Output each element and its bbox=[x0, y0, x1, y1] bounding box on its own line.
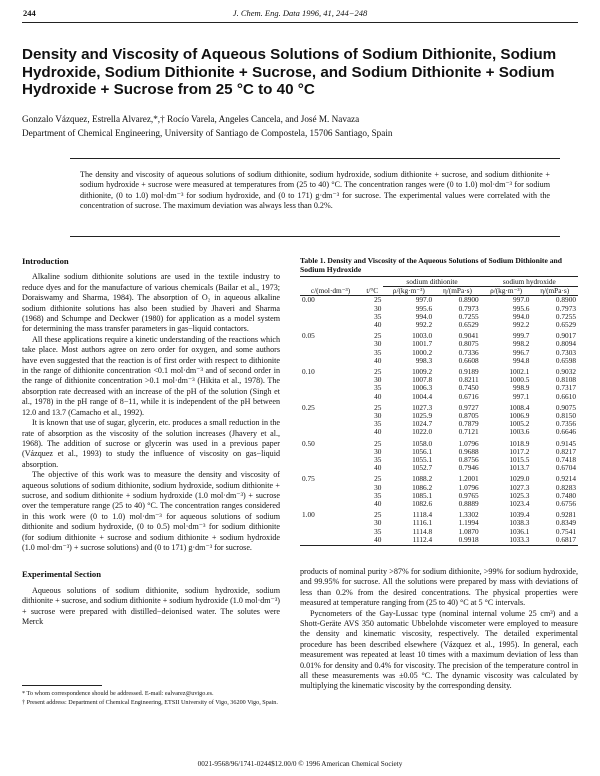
table-cell: 998.2 bbox=[513, 339, 530, 349]
table-cell: 0.9032 bbox=[555, 367, 576, 377]
page-number: 244 bbox=[23, 8, 36, 18]
column-header: c/(mol·dm⁻³) bbox=[310, 285, 351, 295]
table-cell: 25 bbox=[374, 474, 382, 484]
table-cell: 25 bbox=[374, 367, 382, 377]
table-row bbox=[300, 528, 578, 536]
table-cell: 1007.8 bbox=[412, 375, 433, 385]
table-cell: 997.1 bbox=[513, 391, 530, 401]
intro-paragraph: It is known that use of sugar, glycerin, etc. produces a small reduction in the rate of absorption as the viscosity of the solution increases (Jhavery et al., 1968). The addition of sucrose or glycerin was used in a previous paper (Vázquez et al., 1993) to study the influence of viscosity on gas−liquid absorption. bbox=[22, 418, 280, 469]
table-cell: 0.7973 bbox=[555, 303, 576, 313]
table-cell: 30 bbox=[374, 446, 382, 456]
table-cell: 0.75 bbox=[302, 474, 315, 484]
table-bottom-rule bbox=[300, 545, 578, 546]
table-row bbox=[300, 484, 578, 492]
column-header: η/(mPa·s) bbox=[442, 286, 472, 296]
table-cell: 0.7946 bbox=[458, 463, 479, 473]
table-cell: 40 bbox=[374, 355, 382, 365]
table-cell: 35 bbox=[374, 455, 382, 465]
table-cell bbox=[300, 412, 361, 420]
table-cell: 0.7541 bbox=[555, 526, 576, 536]
table-cell: 1008.4 bbox=[509, 402, 530, 412]
table-cell: 1022.0 bbox=[412, 427, 433, 437]
table-cell: 1000.5 bbox=[509, 375, 530, 385]
table-row bbox=[300, 357, 578, 365]
table-cell bbox=[300, 305, 361, 313]
table-row bbox=[300, 500, 578, 508]
table-cell: 0.7255 bbox=[555, 311, 576, 321]
intro-paragraph: All these applications require a kinetic understanding of the reactions which take place. Most authors agree on zero order for oxygen, and some authors have even suggested that the reaction is of first order with respect to dithionite in the range of dithionite concentration <0.1 mol·dm⁻³ and of second order in the range of dithionite concentration >0.1 mol·dm⁻³ (Hikita et al., 1978). The absorption rate decreased with an increase of the pH of the solution (Singh et al., 1978) in the pH range of 8−11, while it is independent of the pH between 12.0 and 13.7 (Camacho et al., 1992). bbox=[22, 334, 280, 417]
table-cell: 1015.5 bbox=[509, 455, 530, 465]
table-cell: 0.25 bbox=[302, 402, 315, 412]
table-cell: 1006.3 bbox=[412, 383, 433, 393]
table-cell: 35 bbox=[374, 311, 382, 321]
table-cell: 997.0 bbox=[513, 295, 530, 305]
table-cell: 0.7973 bbox=[458, 303, 479, 313]
table-cell: 1082.6 bbox=[412, 499, 433, 509]
header-rule bbox=[22, 22, 578, 23]
table-cell: 1027.3 bbox=[412, 402, 433, 412]
table-row bbox=[300, 321, 578, 329]
table-cell: 25 bbox=[374, 295, 382, 305]
table-cell: 0.8094 bbox=[555, 339, 576, 349]
abstract: The density and viscosity of aqueous solutions of sodium dithionite, sodium hydroxide, sodium dithionite + sucrose, and sodium dithionite + sodium hydroxide + sucrose were measured at temperatures from (25 to 40) °C. The concentration ranges were (0 to 1.0) mol·dm⁻³ for sodium dithionite, (0 to 1.0) mol·dm⁻³ for sodium hydroxide, and (0 to 171) g·dm⁻³ for sucrose. The experimental values were correlated with the concentration of sucrose. The maximum deviation was always less than 0.2%. bbox=[80, 170, 550, 211]
table-cell bbox=[300, 484, 361, 492]
journal-header: J. Chem. Eng. Data 1996, 41, 244−248 bbox=[232, 8, 368, 18]
table-cell: 0.6529 bbox=[458, 320, 479, 330]
table-cell: 25 bbox=[374, 438, 382, 448]
table-cell bbox=[300, 536, 361, 544]
left-column bbox=[22, 256, 280, 627]
table-cell: 994.8 bbox=[513, 355, 530, 365]
table-cell bbox=[300, 492, 361, 500]
table-row bbox=[300, 365, 578, 376]
table-row bbox=[300, 393, 578, 401]
table-cell: 35 bbox=[374, 347, 382, 357]
table-cell: 1029.0 bbox=[509, 474, 530, 484]
table-cell: 1025.9 bbox=[412, 411, 433, 421]
table-cell: 1003.0 bbox=[412, 331, 433, 341]
table-row bbox=[300, 536, 578, 544]
table-cell: 0.9041 bbox=[458, 331, 479, 341]
table-row bbox=[300, 384, 578, 392]
table-cell: 1.0796 bbox=[458, 438, 479, 448]
table-row bbox=[300, 508, 578, 519]
table-cell: 0.6817 bbox=[555, 534, 576, 544]
table-cell: 0.7336 bbox=[458, 347, 479, 357]
table-cell: 1.1994 bbox=[458, 518, 479, 528]
abstract-top-rule bbox=[70, 158, 560, 159]
table-row bbox=[300, 428, 578, 436]
page-footer: 0021-9568/96/1741-0244$12.00/0 © 1996 American Chemical Society bbox=[197, 760, 403, 768]
table-cell: 0.7317 bbox=[555, 383, 576, 393]
table-cell: 1025.3 bbox=[509, 490, 530, 500]
table-cell: 992.2 bbox=[513, 320, 530, 330]
footnotes bbox=[22, 690, 280, 708]
table-cell: 0.6716 bbox=[458, 391, 479, 401]
table-cell bbox=[300, 393, 361, 401]
table-cell bbox=[300, 428, 361, 436]
table-cell: 0.7418 bbox=[555, 455, 576, 465]
table-cell: 0.8349 bbox=[555, 518, 576, 528]
table-cell: 998.9 bbox=[513, 383, 530, 393]
table-cell: 40 bbox=[374, 463, 382, 473]
table-cell bbox=[300, 340, 361, 348]
table-row bbox=[300, 296, 578, 305]
table-cell: 0.8150 bbox=[555, 411, 576, 421]
column-header: ρ/(kg·m⁻³) bbox=[490, 286, 523, 296]
footnote-rule bbox=[22, 685, 102, 686]
table-cell bbox=[300, 464, 361, 472]
table-cell: 1.3302 bbox=[458, 510, 479, 520]
table-row bbox=[300, 340, 578, 348]
table-cell: 1003.6 bbox=[509, 427, 530, 437]
table-cell: 0.9688 bbox=[458, 446, 479, 456]
table-cell: 40 bbox=[374, 320, 382, 330]
table-cell: 0.7879 bbox=[458, 419, 479, 429]
experimental-paragraph: Aqueous solutions of sodium dithionite, sodium hydroxide, sodium dithionite + sucrose, and sodium dithionite + sodium hydroxide (1.0 mol·dm⁻³) + sucrose were prepared with distilled−deionised water. The solutes were Merck bbox=[22, 585, 280, 626]
table-cell: 998.3 bbox=[415, 355, 433, 365]
table-cell: 1055.1 bbox=[412, 455, 433, 465]
table-row bbox=[300, 472, 578, 483]
intro-paragraph: Alkaline sodium dithionite solutions are used in the textile industry to reduce dyes and for the manufacture of various chemicals (Bailar et al., 1973; Doraiswamy and Sharma, 1984). The absorption of O₂ in aqueous alkaline sodium dithionite solutions has also been studied by Jhaveri and Sharma (1968) and Schumpe and Deckwer (1980) for application as a model system for determining the mass transfer parameters in gas−liquid contactors. bbox=[22, 272, 280, 334]
table-cell bbox=[300, 357, 361, 365]
table-cell bbox=[300, 528, 361, 536]
table-row bbox=[300, 492, 578, 500]
table-row bbox=[300, 305, 578, 313]
table-cell: 0.6529 bbox=[555, 320, 576, 330]
table-cell: 1088.2 bbox=[412, 474, 433, 484]
table-cell: 0.10 bbox=[302, 367, 315, 377]
table-cell: 0.6646 bbox=[555, 427, 576, 437]
table-cell: 1085.1 bbox=[412, 490, 433, 500]
table-cell: 0.7356 bbox=[555, 419, 576, 429]
table-cell: 40 bbox=[374, 391, 382, 401]
table-cell: 1052.7 bbox=[412, 463, 433, 473]
table-cell: 1002.1 bbox=[509, 367, 530, 377]
table-cell: 0.8217 bbox=[555, 446, 576, 456]
table-cell: 1039.4 bbox=[509, 510, 530, 520]
table-row bbox=[300, 519, 578, 527]
table-cell: 0.8211 bbox=[458, 375, 479, 385]
table-cell: 40 bbox=[374, 499, 382, 509]
table-cell: 0.8756 bbox=[458, 455, 479, 465]
table-cell: 0.7480 bbox=[555, 490, 576, 500]
table-cell: 30 bbox=[374, 411, 382, 421]
table-cell: 994.0 bbox=[513, 311, 530, 321]
table-cell: 0.6756 bbox=[555, 499, 576, 509]
table-cell: 1000.2 bbox=[412, 347, 433, 357]
table-cell: 994.0 bbox=[415, 311, 433, 321]
table-cell: 0.6598 bbox=[555, 355, 576, 365]
table-cell: 0.05 bbox=[302, 331, 315, 341]
table-cell: 40 bbox=[374, 427, 382, 437]
table-row bbox=[300, 412, 578, 420]
table-row bbox=[300, 437, 578, 448]
table-cell: 0.9075 bbox=[555, 402, 576, 412]
table-cell: 1005.2 bbox=[509, 419, 530, 429]
table-cell: 30 bbox=[374, 482, 382, 492]
abstract-bottom-rule bbox=[70, 236, 560, 237]
table-cell: 992.2 bbox=[415, 320, 433, 330]
table-cell bbox=[300, 448, 361, 456]
table-cell: 0.9214 bbox=[555, 474, 576, 484]
right-column bbox=[300, 567, 578, 692]
table-cell: 1023.4 bbox=[509, 499, 530, 509]
authors: Gonzalo Vázquez, Estrella Alvarez,*,† Rocío Varela, Angeles Cancela, and José M. Navaza bbox=[22, 114, 360, 124]
table-cell: 0.9017 bbox=[555, 331, 576, 341]
table-cell: 1.0870 bbox=[458, 526, 479, 536]
table-cell: 35 bbox=[374, 383, 382, 393]
table-cell bbox=[300, 384, 361, 392]
table-caption: Table 1. Density and Viscosity of the Aqueous Solutions of Sodium Dithionite and Sodium Hydroxide bbox=[300, 256, 562, 275]
footnote: † Present address: Department of Chemical Engineering, ETSII University of Vigo, 36200 Vigo, Spain. bbox=[22, 699, 278, 706]
table-body bbox=[300, 296, 578, 544]
table-cell bbox=[300, 349, 361, 357]
table-cell: 30 bbox=[374, 303, 382, 313]
table-cell: 35 bbox=[374, 490, 382, 500]
table-cell: 25 bbox=[374, 331, 382, 341]
table-cell: 1114.8 bbox=[412, 526, 433, 536]
table-cell: 1.0796 bbox=[458, 482, 479, 492]
article-title: Density and Viscosity of Aqueous Solutions of Sodium Dithionite, Sodium Hydroxide, Sodium Dithionite + Sucrose, and Sodium Dithionite + Sodium Hydroxide + Sucrose from 25 °C to 40 °C bbox=[22, 46, 557, 98]
table-cell: 1.00 bbox=[302, 510, 315, 520]
table-cell: 996.7 bbox=[513, 347, 530, 357]
table-cell: 1.2001 bbox=[458, 474, 479, 484]
table-cell: 1024.7 bbox=[412, 419, 433, 429]
table-cell: 0.8900 bbox=[458, 295, 479, 305]
table-cell: 0.9727 bbox=[458, 402, 479, 412]
column-header: η/(mPa·s) bbox=[540, 286, 570, 296]
body-paragraph: Pycnometers of the Gay-Lussac type (nominal internal volume 25 cm³) and a Shott-Geräte AVS 350 automatic Ubbelohde viscometer were employed to measure the density and kinematic viscosity, respectively. The detailed experimental procedure has been described elsewhere (Vázquez et al., 1995). In general, each measurement was repeated at least 10 times with a maximum deviation of less than 0.01% for density and 0.4% for viscosity. The precision of the temperature control in all these measurements was ±0.05 °C. The dynamic viscosity was calculated by multiplying the kinematic viscosity by the corresponding density. bbox=[300, 608, 578, 691]
table-cell bbox=[300, 420, 361, 428]
table-cell: 0.00 bbox=[302, 295, 315, 305]
section-heading-introduction: Introduction bbox=[22, 256, 69, 266]
table-cell: 0.8283 bbox=[555, 482, 576, 492]
table-cell: 0.8075 bbox=[458, 339, 479, 349]
table-cell: 0.8705 bbox=[458, 411, 479, 421]
table-cell: 35 bbox=[374, 526, 382, 536]
column-header: t/°C bbox=[366, 285, 379, 295]
table-cell: 0.8108 bbox=[555, 375, 576, 385]
table-cell: 0.8889 bbox=[458, 499, 479, 509]
table-cell: 0.9145 bbox=[555, 438, 576, 448]
column-header: ρ/(kg·m⁻³) bbox=[392, 286, 425, 296]
table-row bbox=[300, 448, 578, 456]
table-cell: 1118.4 bbox=[412, 510, 433, 520]
table-cell: 1086.2 bbox=[412, 482, 433, 492]
table-cell: 1116.1 bbox=[412, 518, 433, 528]
table-cell bbox=[300, 456, 361, 464]
table-cell: 0.7121 bbox=[458, 427, 479, 437]
group-header: sodium dithionite bbox=[383, 278, 480, 287]
table-row bbox=[300, 401, 578, 412]
table-cell: 1017.2 bbox=[509, 446, 530, 456]
table-row bbox=[300, 456, 578, 464]
table-cell: 1009.2 bbox=[412, 367, 433, 377]
table-cell: 1001.7 bbox=[412, 339, 433, 349]
table-row bbox=[300, 313, 578, 321]
table-row bbox=[300, 329, 578, 340]
table-cell: 995.6 bbox=[513, 303, 530, 313]
table-cell: 0.9918 bbox=[458, 534, 479, 544]
table-cell: 1056.1 bbox=[412, 446, 433, 456]
table-cell bbox=[300, 500, 361, 508]
table-cell: 999.7 bbox=[513, 331, 530, 341]
section-heading-experimental: Experimental Section bbox=[22, 569, 102, 580]
table-cell: 1033.3 bbox=[509, 534, 530, 544]
table-cell: 1036.1 bbox=[509, 526, 530, 536]
table-cell: 30 bbox=[374, 339, 382, 349]
intro-paragraph: The objective of this work was to measure the density and viscosity of aqueous solutions of sodium dithionite, sodium hydroxide, sodium dithionite + sucrose, and sodium dithionite + sodium hydroxide (1.0 mol·dm⁻³) + sucrose over the temperature range (25 to 40) °C. The concentration ranges considered in this work were (0 to 1.0) mol·dm⁻³ for aqueous solutions of sodium dithionite and sodium hydroxide, (0 to 0.5) mol·dm⁻³ for sodium dithionite (for sodium dithionite + sucrose and sodium dithionite + sodium hydroxide (1.0 mol·dm⁻³) + sucrose solutions) and (0 to 171) g·dm⁻³ for sucrose. bbox=[22, 470, 280, 552]
table-cell: 0.7303 bbox=[555, 347, 576, 357]
data-table bbox=[300, 278, 578, 544]
table-cell: 997.0 bbox=[415, 295, 433, 305]
body-paragraph: products of nominal purity >87% for sodium dithionite, >99% for sodium hydroxide, and 99.95% for sucrose. All the solutions were prepared by mass with deviations of less than 0.2% from the desired concentrations. The physical properties were measured at temperature ranging from (25 to 40) °C at 5 °C intervals. bbox=[300, 567, 578, 608]
table-cell bbox=[300, 519, 361, 527]
table-cell: 1027.3 bbox=[509, 482, 530, 492]
table-cell: 1112.4 bbox=[412, 534, 433, 544]
table-cell: 1038.3 bbox=[509, 518, 530, 528]
table-cell: 0.6704 bbox=[555, 463, 576, 473]
table-cell: 1004.4 bbox=[412, 391, 433, 401]
table-row bbox=[300, 420, 578, 428]
table-cell: 25 bbox=[374, 510, 382, 520]
table-cell: 1006.9 bbox=[509, 411, 530, 421]
table-cell: 1013.7 bbox=[509, 463, 530, 473]
footnote: * To whom correspondence should be addressed. E-mail: ealvarez@uvigo.es. bbox=[22, 690, 214, 697]
table-cell: 0.7450 bbox=[458, 383, 479, 393]
table-cell: 995.6 bbox=[415, 303, 433, 313]
table-cell: 0.9281 bbox=[555, 510, 576, 520]
group-header: sodium hydroxide bbox=[481, 278, 578, 287]
table-cell: 30 bbox=[374, 518, 382, 528]
table-cell: 0.50 bbox=[302, 438, 315, 448]
table-cell: 0.6610 bbox=[555, 391, 576, 401]
table-cell: 1018.9 bbox=[509, 438, 530, 448]
table-cell: 35 bbox=[374, 419, 382, 429]
table-cell: 1058.0 bbox=[412, 438, 433, 448]
table-cell bbox=[300, 376, 361, 384]
table-row bbox=[300, 349, 578, 357]
table-row bbox=[300, 464, 578, 472]
table-row bbox=[300, 376, 578, 384]
table-cell bbox=[300, 321, 361, 329]
table-cell: 0.8900 bbox=[555, 295, 576, 305]
table-cell: 25 bbox=[374, 402, 382, 412]
table-cell: 0.7255 bbox=[458, 311, 479, 321]
table-cell: 30 bbox=[374, 375, 382, 385]
table-cell: 0.6608 bbox=[458, 355, 479, 365]
affiliation: Department of Chemical Engineering, University of Santiago de Compostela, 15706 Santiago, Spain bbox=[22, 128, 393, 138]
table-cell: 0.9189 bbox=[458, 367, 479, 377]
table-cell bbox=[300, 313, 361, 321]
table-cell: 40 bbox=[374, 534, 382, 544]
table-cell: 0.9765 bbox=[458, 490, 479, 500]
